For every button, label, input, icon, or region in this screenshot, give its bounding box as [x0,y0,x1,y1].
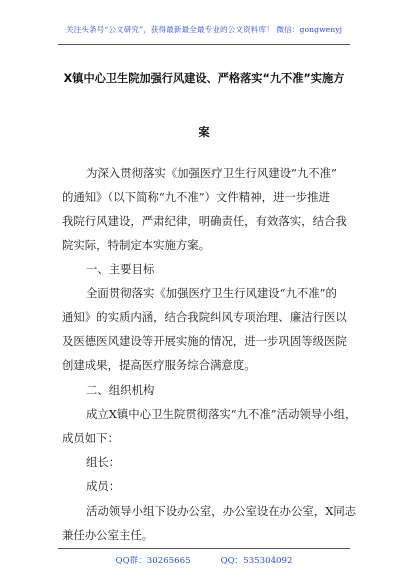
footer-qq[interactable]: QQ：535304092 [220,556,293,566]
body-line: 为深入贯彻落实《加强医疗卫生行风建设“九不准” [86,166,337,180]
header-divider [58,44,350,45]
body-line: 创建成果，提高医疗服务综合满意度。 [62,358,256,372]
footer-divider [58,548,350,549]
body-line: 成员如下： [62,431,119,445]
body-line: 全面贯彻落实《加强医疗卫生行风建设“九不准”的 [86,286,337,300]
body-line: 活动领导小组下设办公室，办公室设在办公室，X同志 [86,504,357,518]
section-heading: 二、组织机构 [86,383,155,397]
document-title-line-1: X镇中心卫生院加强行风建设、严格落实“九不准”实施方 [63,72,345,85]
body-line: 成立X镇中心卫生院贯彻落实“九不准”活动领导小组， [86,407,357,421]
section-heading: 一、主要目标 [86,262,155,276]
body-line: 我院行风建设，严肃纪律，明确责任，有效落实，结合我 [62,214,347,228]
body-line: 成员： [86,479,121,493]
document-title-line-2: 案 [198,126,210,139]
body-line: 通知》的实质内涵，结合我院纠风专项治理、廉洁行医以 [62,310,347,324]
header-banner[interactable]: 关注头条号“公文研究”，获得最新最全最专业的公文资料库！ 微信：gongwenyj [65,25,343,34]
body-line: 及医德医风建设等开展实施的情况，进一步巩固等级医院 [62,334,347,348]
body-line: 兼任办公室主任。 [62,528,154,542]
body-line: 组长： [86,455,121,469]
body-line: 院实际，特制定本实施方案。 [62,238,211,252]
footer-qq-group[interactable]: QQ群：30265665 [115,556,191,566]
body-line: 的通知》（以下简称“九不准”）文件精神，进一步推进 [62,190,330,204]
footer-contact [0,554,408,566]
